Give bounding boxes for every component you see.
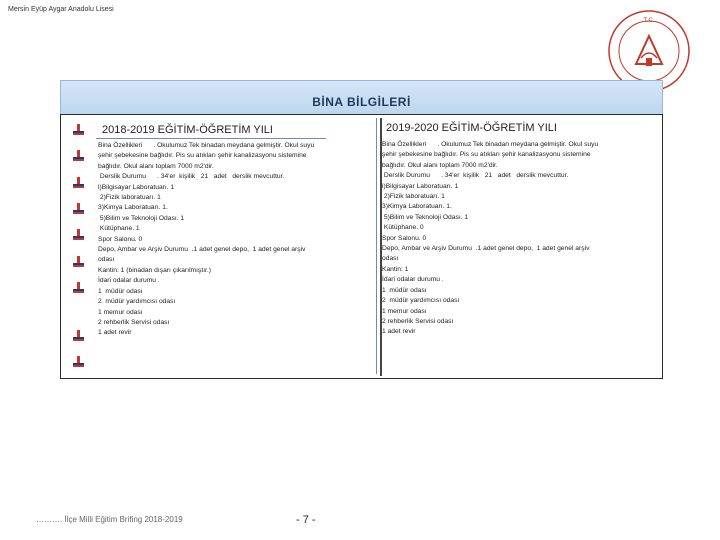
info-line: 2 rehberlik Servisi odası	[98, 318, 170, 326]
info-line: 2)Fizik laboratuarı. 1	[382, 193, 445, 201]
info-line: 2)Fizik laboratuarı. 1	[98, 194, 161, 202]
bullet-icon	[72, 177, 86, 189]
right-column-heading: 2019-2020 EĞİTİM-ÖĞRETİM YILI	[386, 122, 557, 134]
info-line: odası	[382, 255, 399, 263]
info-line: 1 müdür odası	[98, 287, 143, 295]
left-column-heading: 2018-2019 EĞİTİM-ÖĞRETİM YILI	[102, 124, 273, 136]
info-line: 1 müdür odası	[382, 286, 427, 294]
info-line: Derslik Durumu . 34'er kişilik 21 adet derslik mevcuttur.	[382, 172, 569, 180]
left-heading-divider	[96, 138, 326, 139]
info-line: Depo, Ambar ve Arşiv Durumu .1 adet genel depo, 1 adet genel arşiv	[382, 245, 590, 253]
info-line: şehir şebekesine bağlıdır. Pis su atıkları şehir kanalizasyonu sistemine	[382, 151, 591, 159]
info-line: 2 müdür yardımcısı odası	[382, 297, 460, 305]
bullet-icon	[72, 256, 86, 268]
info-line: 2 rehberlik Servisi odası	[382, 317, 454, 325]
title-banner	[60, 80, 663, 116]
bullet-icon	[72, 203, 86, 215]
info-line: 1 memur odası	[98, 308, 143, 316]
section-title: BİNA BİLGİLERİ	[312, 95, 411, 109]
info-line: 5)Bilim ve Teknoloji Odası. 1	[382, 213, 469, 221]
info-line: Kütüphane. 0	[382, 224, 424, 232]
info-line: 2 müdür yardımcısı odası	[98, 298, 176, 306]
info-line: Bina Özellikleri . Okulumuz Tek binadan meydana gelmiştir. Okul suyu	[98, 142, 315, 149]
info-line: İdari odalar durumu .	[98, 277, 160, 285]
info-line: 1 adet revir	[382, 328, 416, 336]
info-line: Derslik Durumu . 34'er kişilik 21 adet derslik mevcuttur.	[98, 173, 285, 181]
info-line: Bina Özellikleri . Okulumuz Tek binadan meydana gelmiştir. Okul suyu	[382, 141, 599, 148]
left-info-list	[98, 141, 314, 339]
info-line: l)Bilgisayar Laboratuarı. 1	[98, 183, 175, 191]
bullet-icon	[72, 229, 86, 241]
info-line: 3)Kimya Laboratuarı. 1.	[98, 204, 168, 212]
svg-text:T.C.: T.C.	[643, 17, 655, 24]
info-line: Kantin: 1 (binadan dışarı çıkarılmıştır.)	[98, 266, 211, 274]
page-number: - 7 -	[296, 514, 316, 526]
info-line: 1 adet revir	[98, 329, 132, 337]
bullet-icon	[72, 330, 86, 342]
info-line: l)Bilgisayar Laboratuarı. 1	[382, 182, 459, 190]
info-line: Depo, Ambar ve Arşiv Durumu .1 adet genel depo, 1 adet genel arşiv	[98, 246, 306, 254]
info-line: Spor Salonu. 0	[382, 234, 427, 242]
info-line: Spor Salonu. 0	[98, 235, 143, 243]
bullet-icon	[72, 124, 86, 136]
info-line: odası	[98, 256, 115, 264]
info-line: bağlıdır. Okul alanı toplam 7000 m2'dir.	[382, 161, 498, 169]
bullet-icon	[72, 150, 86, 162]
info-line: İdari odalar durumu .	[382, 276, 444, 284]
info-line: şehir şebekesine bağlıdır. Pis su atıkları şehir kanalizasyonu sistemine	[98, 152, 307, 160]
bullet-icon	[72, 356, 86, 368]
info-line: 1 memur odası	[382, 307, 427, 315]
info-line: Kantin: 1	[382, 265, 409, 273]
info-line: 5)Bilim ve Teknoloji Odası. 1	[98, 214, 185, 222]
school-name: Mersin Eyüp Aygar Anadolu Lisesi	[8, 6, 114, 13]
footer-text: ………. İlçe Milli Eğitim Brifing 2018-2019	[36, 515, 183, 524]
info-line: Kütüphane. 1	[98, 225, 140, 233]
info-line: bağlıdır. Okul alanı toplam 7000 m2'dir.	[98, 162, 214, 170]
info-line: 3)Kimya Laboratuarı. 1.	[382, 203, 452, 211]
bullet-icon	[72, 282, 86, 294]
right-info-list	[382, 140, 598, 338]
